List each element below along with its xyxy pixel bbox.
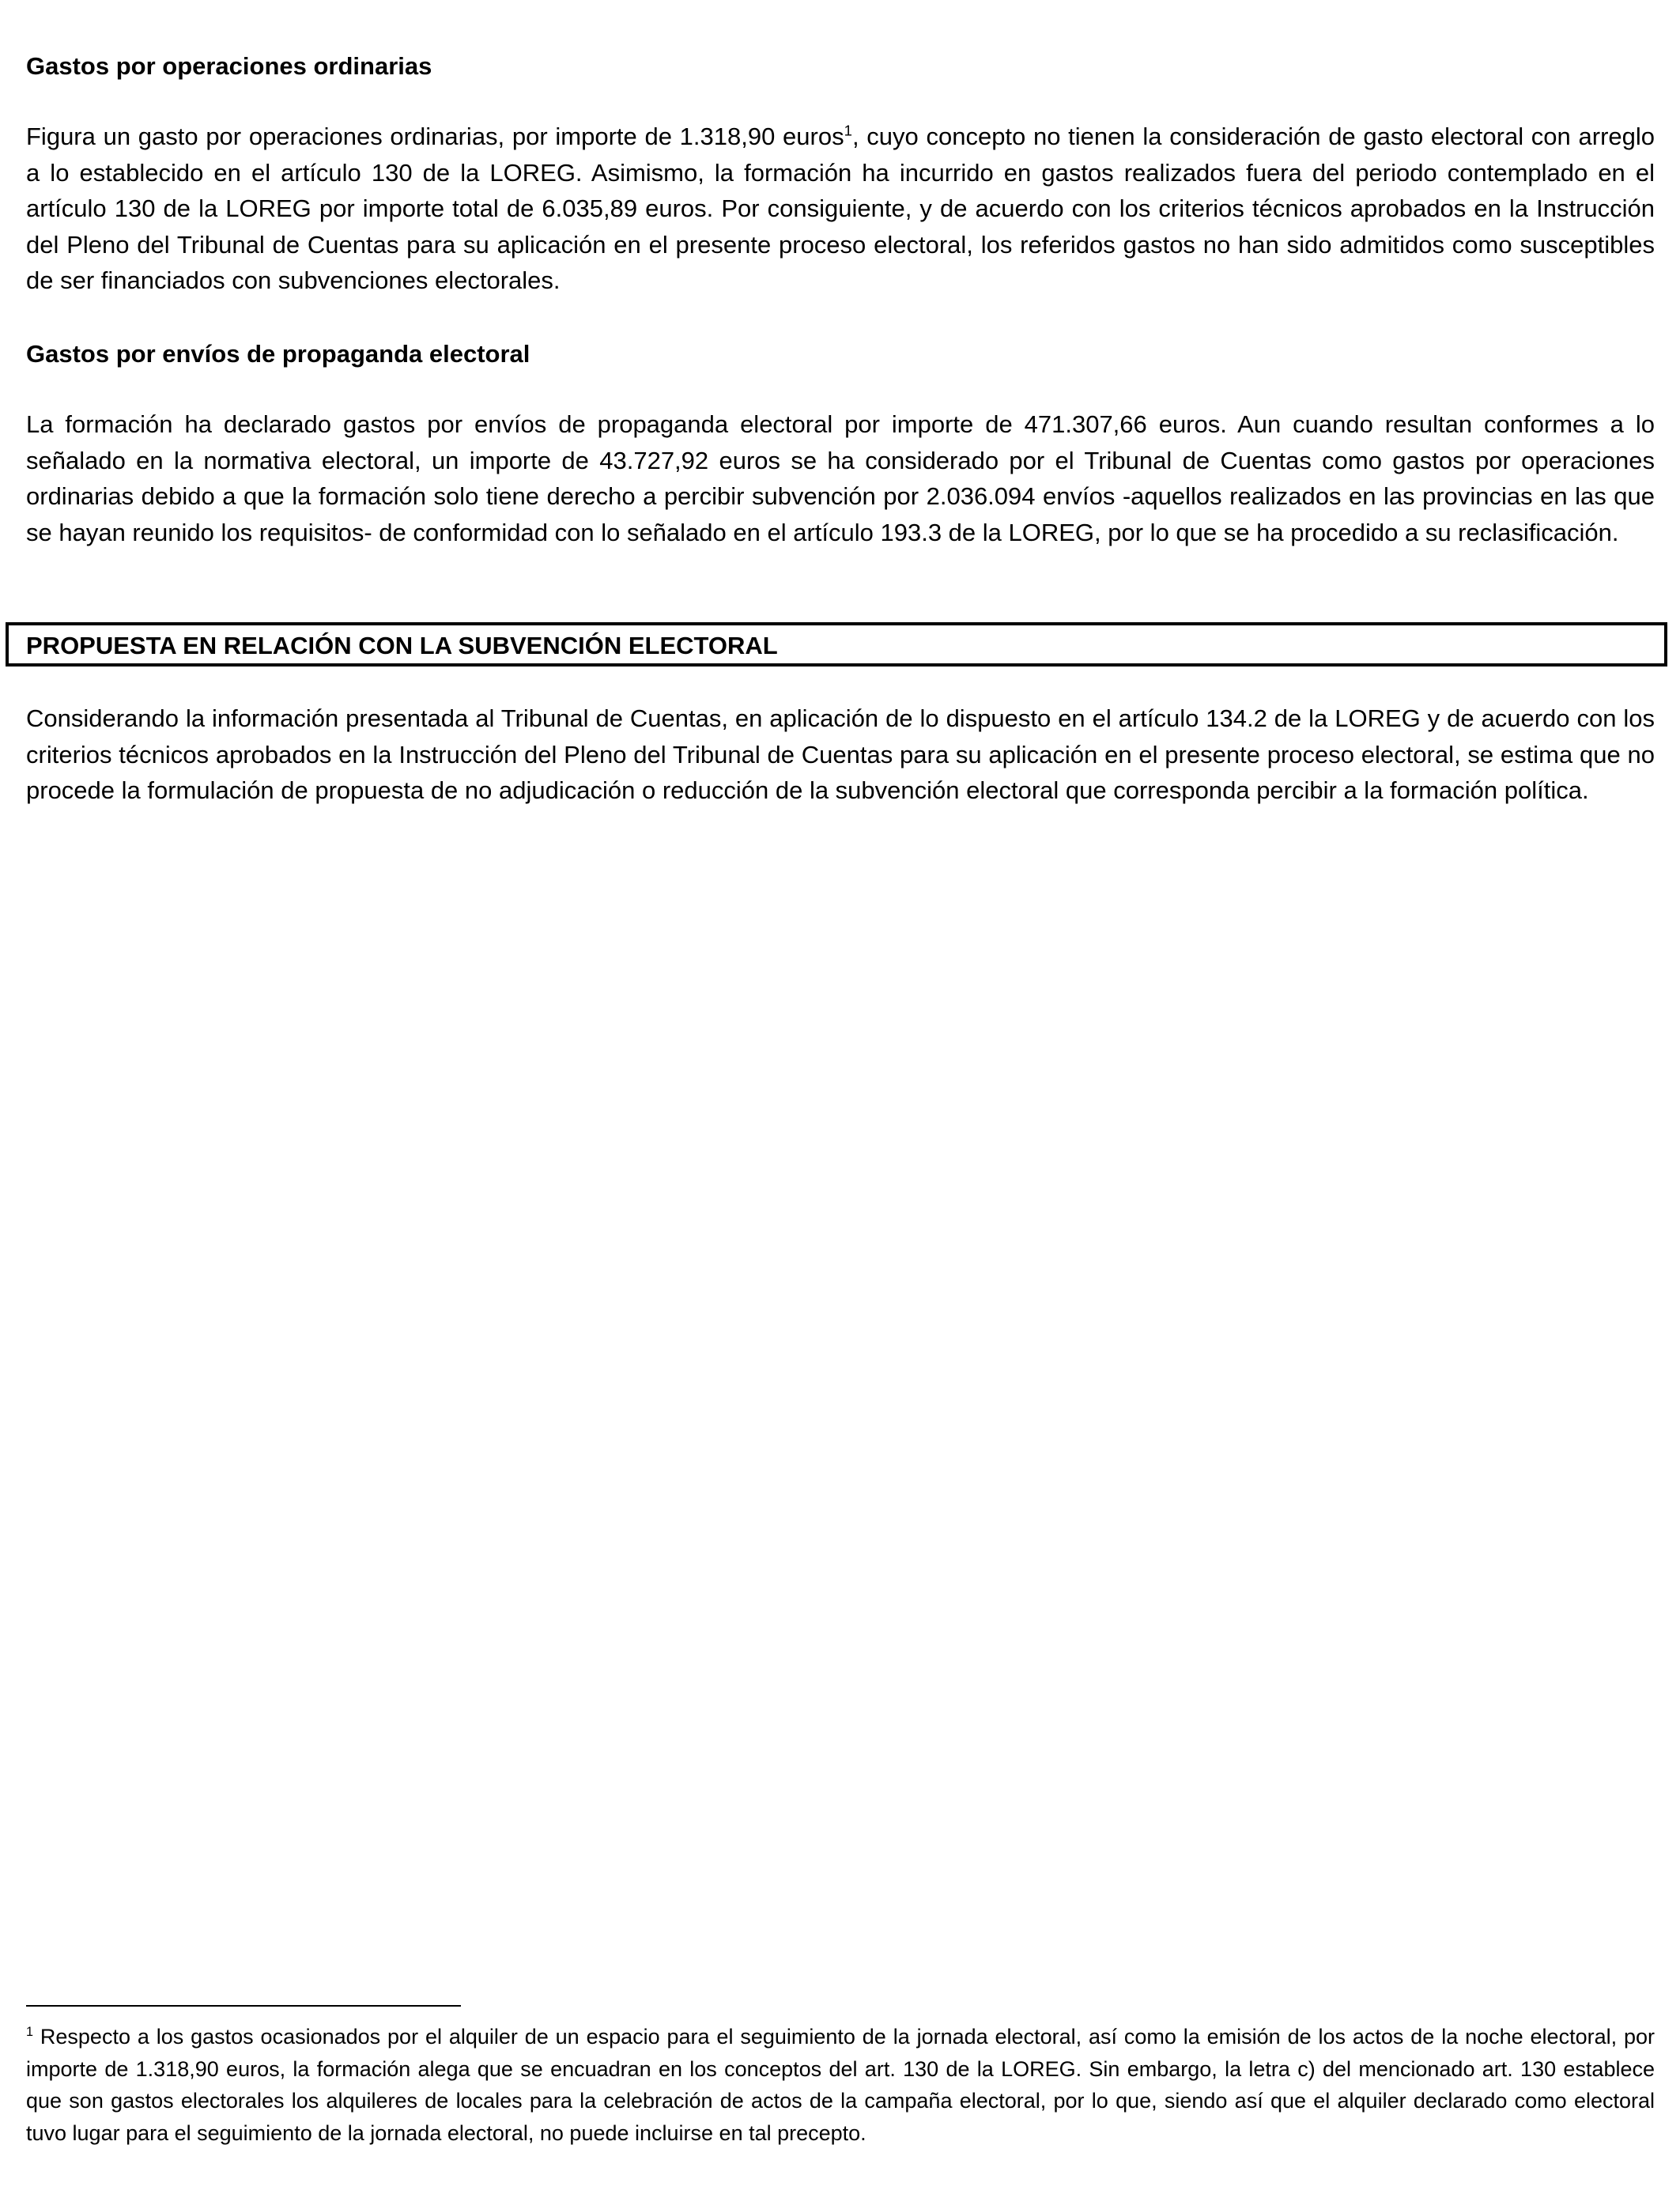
paragraph-propuesta: Considerando la información presentada al Tribunal de Cuentas, en aplicación de lo dispuesto en el artículo 134.2 de la LOREG y de acuerdo con los criterios técnicos aprobados en la Instrucción del Pleno del Tribunal de Cuentas para su aplicación en el presente proceso electoral, se estima que no procede la formulación de propuesta de no adjudicación o reducción de la subvención electoral que corresponda percibir a la formación política.: [26, 704, 1655, 804]
section-heading-envios-propaganda: Gastos por envíos de propaganda electoral: [26, 340, 530, 368]
footnote-reference[interactable]: 1: [844, 122, 852, 139]
footnote-text: Respecto a los gastos ocasionados por el alquiler de un espacio para el seguimiento de la jornada electoral, así como la emisión de los actos de la noche electoral, por importe de 1.318,90 euros, la formación alega que se encuadran en los conceptos del art. 130 de la LOREG. Sin embargo, la letra c) del mencionado art. 130 establece que son gastos electorales los alquileres de locales para la celebración de actos de la campaña electoral, por lo que, siendo así que el alquiler declarado como electoral tuvo lugar para el seguimiento de la jornada electoral, no puede incluirse en tal precepto.: [26, 2025, 1655, 2145]
paragraph-gastos-ordinarios: [26, 119, 1655, 299]
section-heading-propuesta: PROPUESTA EN RELACIÓN CON LA SUBVENCIÓN ELECTORAL: [26, 632, 778, 659]
paragraph-text-end: , cuyo concepto no tienen la consideración de gasto electoral con arreglo a lo establecido en el artículo 130 de la LOREG. Asimismo, la formación ha incurrido en gastos realizados fuera del periodo contemplado en el artículo 130 de la LOREG por importe total de 6.035,89 euros. Por consiguiente, y de acuerdo con los criterios técnicos aprobados en la Instrucción del Pleno del Tribunal de Cuentas para su aplicación en el presente proceso electoral, los referidos gastos no han sido admitidos como susceptibles de ser financiados con subvenciones electorales.: [26, 123, 1655, 294]
section-heading-box: [6, 622, 1667, 667]
section-heading-gastos-ordinarios: Gastos por operaciones ordinarias: [26, 52, 432, 80]
footnote-separator: [26, 2005, 461, 2007]
footnote: [26, 2021, 1655, 2149]
footnote-marker: 1: [26, 2025, 34, 2039]
paragraph-envios-propaganda: La formación ha declarado gastos por envíos de propaganda electoral por importe de 471.307,66 euros. Aun cuando resultan conformes a lo señalado en la normativa electoral, un importe de 43.727,92 euros se ha considerado por el Tribunal de Cuentas como gastos por operaciones ordinarias debido a que la formación solo tiene derecho a percibir subvención por 2.036.094 envíos -aquellos realizados en las provincias en las que se hayan reunido los requisitos- de conformidad con lo señalado en el artículo 193.3 de la LOREG, por lo que se ha procedido a su reclasificación.: [26, 410, 1655, 546]
paragraph-text-start: Figura un gasto por operaciones ordinarias, por importe de 1.318,90 euros: [26, 123, 844, 150]
